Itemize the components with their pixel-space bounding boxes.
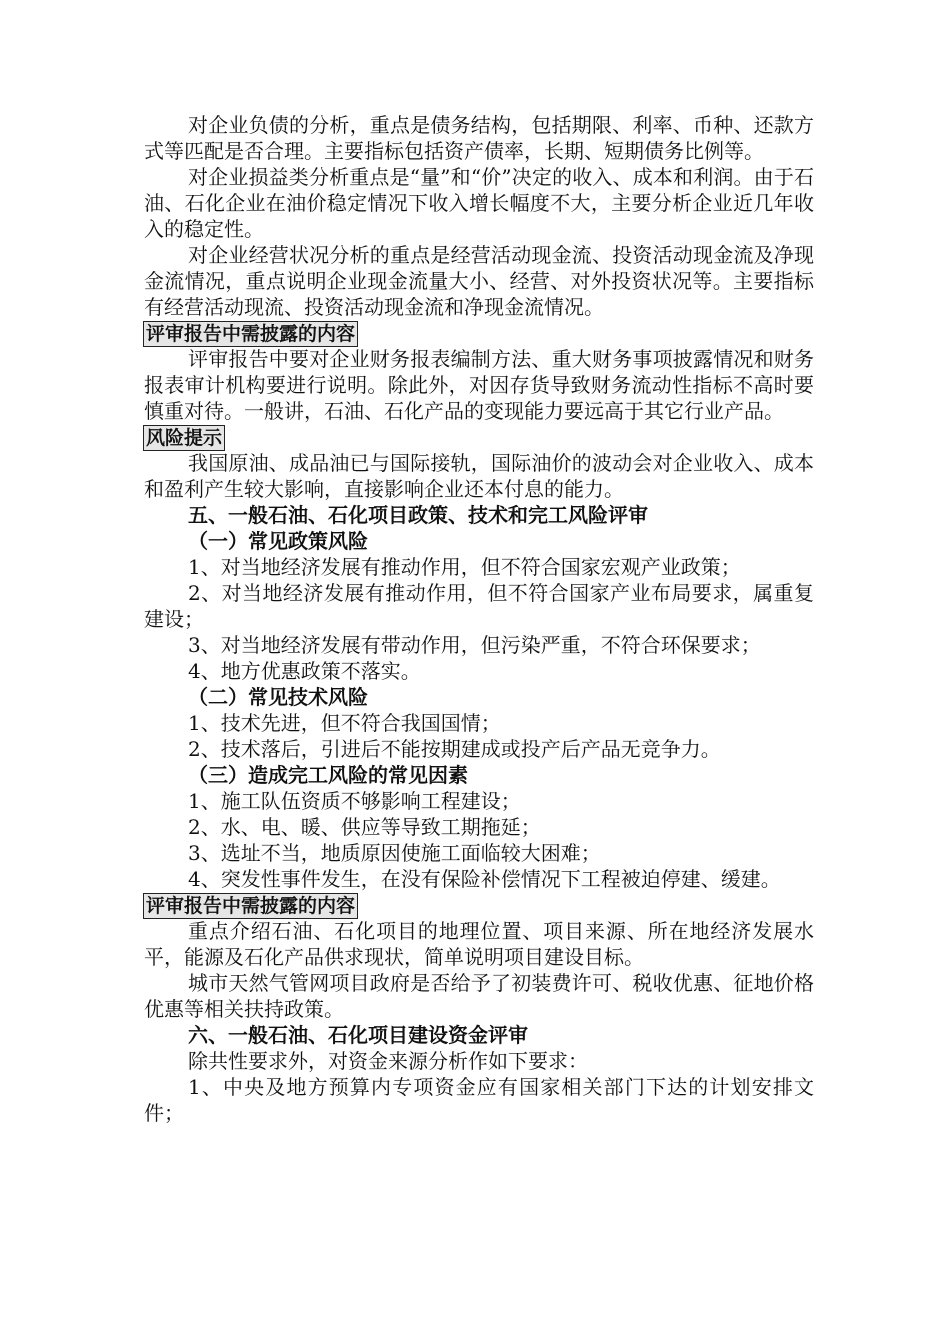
section-5-title: 五、一般石油、石化项目政策、技术和完工风险评审 [188,503,648,527]
policy-risk-heading: （一）常见政策风险 [188,529,368,553]
disclosure-label-2: 评审报告中需披露的内容 [143,893,358,919]
policy-risk-item: 4、地方优惠政策不落实。 [188,659,421,683]
paragraph-risk-warning: 我国原油、成品油已与国际接轨，国际油价的波动会对企业收入、成本和盈利产生较大影响，直接影响企业还本付息的能力。 [144,451,814,501]
tech-risk-item: 2、技术落后，引进后不能按期建成或投产后产品无竞争力。 [188,737,721,761]
paragraph-disclosure-gas-network: 城市天然气管网项目政府是否给予了初装费许可、税收优惠、征地价格优惠等相关扶持政策。 [144,971,814,1021]
paragraph-operations-analysis: 对企业经营状况分析的重点是经营活动现金流、投资活动现金流及净现金流情况，重点说明企业现金流量大小、经营、对外投资状况等。主要指标有经营活动现流、投资活动现金流和净现金流情况。 [144,243,814,319]
paragraph-disclosure-financial: 评审报告中要对企业财务报表编制方法、重大财务事项披露情况和财务报表审计机构要进行说明。除此外，对因存货导致财务流动性指标不高时要慎重对待。一般讲，石油、石化产品的变现能力要远高于其它行业产品。 [144,347,814,423]
risk-label-row [144,424,814,450]
policy-risk-item: 2、对当地经济发展有推动作用，但不符合国家产业布局要求，属重复建设； [144,581,814,631]
risk-label: 风险提示 [143,425,225,451]
tech-risk-item: 1、技术先进，但不符合我国国情； [188,711,501,735]
funding-item: 1、中央及地方预算内专项资金应有国家相关部门下达的计划安排文件； [144,1075,814,1125]
disclosure-label-row-1 [144,320,814,346]
completion-risk-heading: （三）造成完工风险的常见因素 [188,763,468,787]
policy-risk-item: 1、对当地经济发展有推动作用，但不符合国家宏观产业政策； [188,555,741,579]
completion-risk-item: 4、突发性事件发生，在没有保险补偿情况下工程被迫停建、缓建。 [188,867,781,891]
section-6-title: 六、一般石油、石化项目建设资金评审 [188,1023,528,1047]
disclosure-label-row-2 [144,892,814,918]
completion-risk-item: 1、施工队伍资质不够影响工程建设； [188,789,521,813]
paragraph-debt-analysis: 对企业负债的分析，重点是债务结构，包括期限、利率、币种、还款方式等匹配是否合理。主要指标包括资产债率，长期、短期债务比例等。 [144,113,814,163]
completion-risk-item: 2、水、电、暖、供应等导致工期拖延； [188,815,541,839]
paragraph-funding-intro: 除共性要求外，对资金来源分析作如下要求： [188,1049,588,1073]
document-page [144,112,814,1126]
paragraph-disclosure-project: 重点介绍石油、石化项目的地理位置、项目来源、所在地经济发展水平，能源及石化产品供求现状，简单说明项目建设目标。 [144,919,814,969]
paragraph-profit-analysis: 对企业损益类分析重点是“量”和“价”决定的收入、成本和利润。由于石油、石化企业在油价稳定情况下收入增长幅度不大，主要分析企业近几年收入的稳定性。 [144,165,814,241]
tech-risk-heading: （二）常见技术风险 [188,685,368,709]
completion-risk-item: 3、选址不当，地质原因使施工面临较大困难； [188,841,601,865]
policy-risk-item: 3、对当地经济发展有带动作用，但污染严重，不符合环保要求； [188,633,761,657]
disclosure-label-1: 评审报告中需披露的内容 [143,321,358,347]
